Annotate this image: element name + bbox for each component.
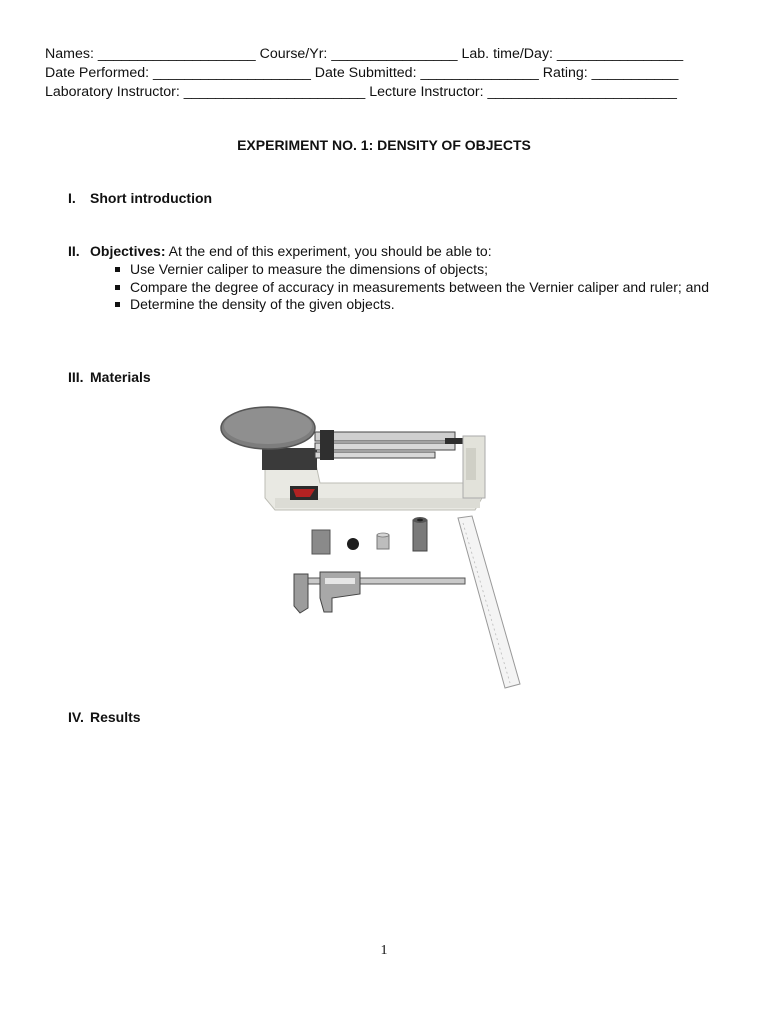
hollow-cylinder-icon xyxy=(413,517,427,551)
section-number: IV. xyxy=(68,709,84,725)
page-number: 1 xyxy=(380,943,388,958)
section-results xyxy=(68,709,141,725)
metal-block-icon xyxy=(312,530,330,554)
metal-ball-icon xyxy=(347,538,359,550)
names-line: Names: ____________________ Course/Yr: ________________ Lab. time/Day: ________________ xyxy=(45,46,684,62)
section-heading: Results xyxy=(90,709,141,725)
experiment-title: EXPERIMENT NO. 1: DENSITY OF OBJECTS xyxy=(237,137,531,153)
section-introduction xyxy=(68,190,212,206)
section-number: II. xyxy=(68,243,80,259)
instructor-line: Laboratory Instructor: _______________________ Lecture Instructor: ________________________ xyxy=(45,84,677,100)
materials-photo xyxy=(220,398,550,693)
list-item: Determine the density of the given objects. xyxy=(112,296,712,314)
date-line: Date Performed: ____________________ Date Submitted: _______________ Rating: ___________ xyxy=(45,65,679,81)
ruler-icon xyxy=(458,516,520,688)
objectives-list xyxy=(112,261,712,314)
list-item: Use Vernier caliper to measure the dimensions of objects; xyxy=(112,261,712,279)
section-materials xyxy=(68,369,151,385)
small-cylinder-icon xyxy=(377,533,389,549)
section-number: III. xyxy=(68,369,84,385)
vernier-caliper-icon xyxy=(294,572,465,613)
section-heading: Objectives: xyxy=(90,243,166,259)
section-heading: Short introduction xyxy=(90,190,213,206)
section-heading: Materials xyxy=(90,369,151,385)
triple-beam-balance-icon xyxy=(221,407,485,510)
section-objectives xyxy=(68,243,492,259)
section-number: I. xyxy=(68,190,76,206)
objectives-intro: At the end of this experiment, you should be able to: xyxy=(165,243,492,259)
list-item: Compare the degree of accuracy in measurements between the Vernier caliper and ruler; and xyxy=(112,279,712,297)
